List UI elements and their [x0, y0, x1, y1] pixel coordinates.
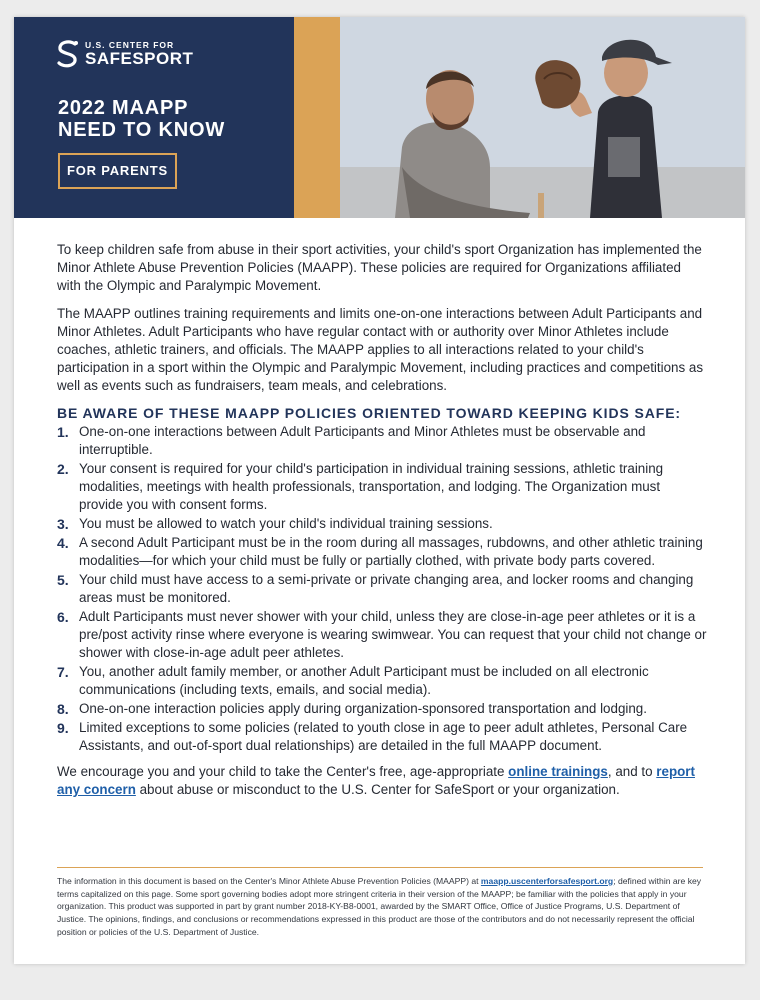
safesport-logo-icon: [55, 39, 81, 69]
closing-text-1: We encourage you and your child to take the Center's free, age-appropriate: [57, 764, 509, 779]
logo-small-text: U.S. CENTER FOR: [85, 40, 175, 50]
footer-text-2: ; defined within are key terms capitalized on this page. Some sport governing bodies adopt more stringent criteria in their version of the MAAPP; be familiar with the policies that apply in your organization. This product was supported in part by grant number 2018-KY-B8-0001, awarded by the SMART Office, Office of Justice Programs, U.S. Department of Justice. The opinions, findings, and conclusions or recommendations expressed in this product are those of the contributors and do not necessarily represent the official position or policies of the U.S. Department of Justice.: [57, 876, 702, 937]
page-title: [58, 97, 225, 141]
list-item: [57, 663, 707, 699]
list-item-text: Your child must have access to a semi-private or private changing area, and locker rooms and changing areas must be monitored.: [79, 572, 694, 605]
list-item: [57, 534, 707, 570]
document-page: [14, 17, 745, 964]
safesport-logo: [55, 39, 195, 69]
list-item: [57, 423, 707, 459]
list-item-number: 9.: [57, 720, 69, 736]
list-item-text: You, another adult family member, or another Adult Participant must be included on all electronic communications (including texts, emails, and social media).: [79, 664, 649, 697]
list-item: [57, 515, 707, 533]
list-item-number: 6.: [57, 609, 69, 625]
list-item-number: 8.: [57, 701, 69, 717]
closing-text-2: , and to: [607, 764, 657, 779]
maapp-website-link[interactable]: maapp.uscenterforsafesport.org: [480, 876, 614, 886]
list-item: [57, 719, 707, 755]
list-item-text: Limited exceptions to some policies (related to youth close in age to peer adult athletes, Personal Care Assistants, and out-of-sport dual relationships) are detailed in the full MAAPP document.: [79, 720, 688, 753]
header-banner: [14, 17, 745, 218]
main-content: [57, 241, 707, 809]
list-item-text: A second Adult Participant must be in the room during all massages, rubdowns, and other athletic training modalities—for which your child must be fully or partially clothed, with private body parts covered.: [79, 535, 703, 568]
list-item-number: 3.: [57, 516, 69, 532]
report-concern-link[interactable]: report any concern: [57, 764, 695, 797]
list-item-number: 5.: [57, 572, 69, 588]
closing-paragraph: [57, 763, 707, 799]
list-item-number: 2.: [57, 461, 69, 477]
header-photo-illustration: [340, 17, 745, 218]
header-photo-father-son-baseball: [340, 17, 745, 218]
title-line-2: NEED TO KNOW: [58, 119, 226, 141]
list-item: [57, 460, 707, 514]
list-item: [57, 571, 707, 607]
list-item-number: 4.: [57, 535, 69, 551]
intro-paragraph-2: The MAAPP outlines training requirements and limits one-on-one interactions between Adult Participants and Minor Athletes. Adult Participants who have regular contact with or authority over Minor Athletes include coaches, athletic trainers, and officials. The MAAPP applies to all interactions related to your child's participation in a sport within the Olympic and Paralympic Movement, including practices and competitions as well as events such as fundraisers, team meals, and celebrations.: [57, 306, 704, 393]
online-trainings-link[interactable]: online trainings: [508, 764, 608, 779]
logo-big-text: SAFESPORT: [85, 49, 194, 68]
list-item-text: You must be allowed to watch your child's individual training sessions.: [79, 516, 493, 531]
list-item: [57, 700, 707, 718]
title-line-1: 2022 MAAPP: [58, 97, 189, 119]
closing-text-3: about abuse or misconduct to the U.S. Center for SafeSport or your organization.: [135, 782, 620, 797]
list-item-number: 7.: [57, 664, 69, 680]
intro-paragraph-1: To keep children safe from abuse in their sport activities, your child's sport Organization has implemented the Minor Athlete Abuse Prevention Policies (MAAPP). These policies are required for Organizations affiliated with the Olympic and Paralympic Movement.: [57, 242, 702, 293]
list-item-text: Your consent is required for your child's participation in individual training sessions, athletic training modalities, meetings with health professionals, transportation, and lodging. The Organization must provide you with consent forms.: [79, 461, 664, 512]
header-gold-stripe: [294, 17, 340, 218]
list-item-number: 1.: [57, 424, 69, 440]
policies-list: [57, 423, 707, 755]
audience-badge: FOR PARENTS: [58, 153, 177, 189]
list-item-text: Adult Participants must never shower with your child, unless they are close-in-age peer athletes or it is a pre/post activity rinse where everyone is wearing swimwear. You can request that your child not change or shower with close-in-age adult peer athletes.: [79, 609, 707, 660]
policies-heading: BE AWARE OF THESE MAAPP POLICIES ORIENTED TOWARD KEEPING KIDS SAFE:: [57, 405, 681, 421]
footer-text-1: The information in this document is based on the Center's Minor Athlete Abuse Prevention Policies (MAAPP) at: [57, 876, 481, 886]
footer-disclaimer: [57, 867, 703, 939]
list-item-text: One-on-one interaction policies apply during organization-sponsored transportation and lodging.: [79, 701, 647, 716]
list-item: [57, 608, 707, 662]
header-navy-panel: [14, 17, 294, 218]
list-item-text: One-on-one interactions between Adult Participants and Minor Athletes must be observable and interruptible.: [79, 424, 646, 457]
